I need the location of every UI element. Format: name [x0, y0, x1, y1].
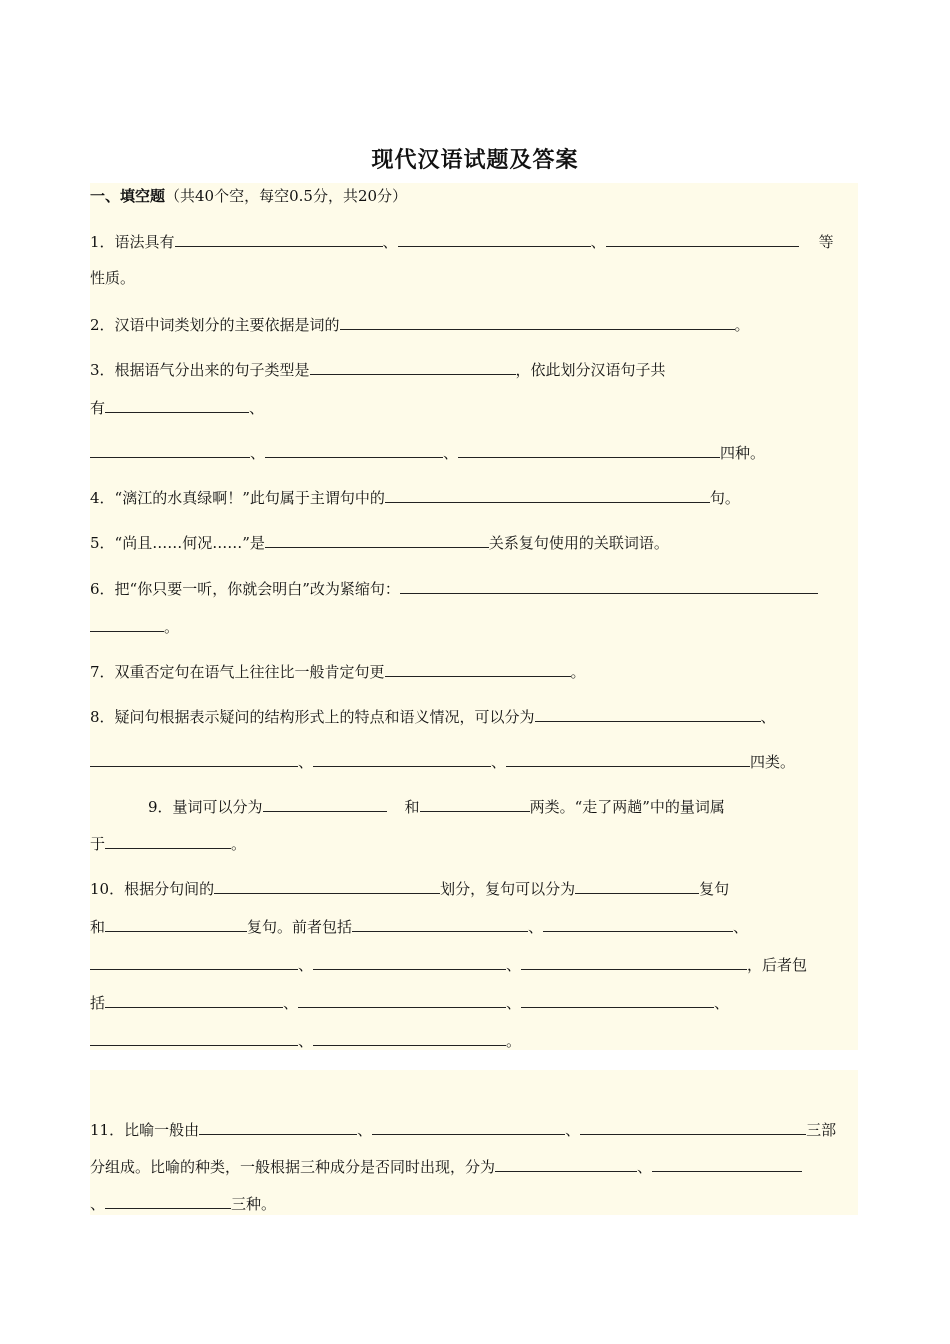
question-6-line-2: 。 — [90, 615, 179, 637]
answer-blank[interactable] — [265, 531, 489, 548]
answer-blank[interactable] — [400, 577, 818, 594]
answer-blank[interactable] — [105, 832, 231, 849]
answer-blank[interactable] — [575, 877, 699, 894]
answer-blank[interactable] — [90, 1029, 298, 1046]
answer-blank[interactable] — [521, 953, 747, 970]
answer-blank[interactable] — [310, 358, 516, 375]
document-title: 现代汉语试题及答案 — [371, 147, 579, 173]
answer-blank[interactable] — [535, 705, 761, 722]
answer-blank[interactable] — [652, 1155, 802, 1172]
answer-blank[interactable] — [90, 750, 298, 767]
answer-blank[interactable] — [420, 795, 530, 812]
answer-blank[interactable] — [506, 750, 750, 767]
answer-blank[interactable] — [313, 1029, 506, 1046]
answer-blank[interactable] — [313, 953, 506, 970]
answer-blank[interactable] — [398, 230, 591, 247]
question-3-line-2: 有 、 — [90, 396, 264, 418]
question-3-line-3: 、 、 四种。 — [90, 441, 765, 463]
answer-blank[interactable] — [265, 441, 443, 458]
answer-blank[interactable] — [340, 313, 735, 330]
section-heading — [90, 185, 407, 207]
question-7: 7．双重否定句在语气上往往比一般肯定句更 。 — [90, 660, 586, 682]
answer-blank[interactable] — [385, 660, 571, 677]
answer-blank[interactable] — [580, 1118, 806, 1135]
question-10-line-5: 、 。 — [90, 1029, 521, 1051]
question-9-line-1: 9．量词可以分为 和 两类。“走了两趟”中的量词属 — [90, 795, 725, 817]
question-9-line-2: 于 。 — [90, 832, 246, 854]
answer-blank[interactable] — [543, 915, 733, 932]
question-10-line-1: 10．根据分句间的 划分，复句可以分为 复句 — [90, 877, 729, 899]
question-5: 5．“尚且……何况……”是 关系复句使用的关联词语。 — [90, 531, 669, 553]
answer-blank[interactable] — [105, 915, 247, 932]
question-11-line-1: 11．比喻一般由 、 、 三部 — [90, 1118, 836, 1140]
answer-blank[interactable] — [385, 486, 710, 503]
question-10-line-4: 括 、 、 、 — [90, 991, 729, 1013]
answer-blank[interactable] — [458, 441, 720, 458]
answer-blank[interactable] — [263, 795, 387, 812]
answer-blank[interactable] — [352, 915, 528, 932]
question-10-line-3: 、 、 ，后者包 — [90, 953, 807, 975]
answer-blank[interactable] — [313, 750, 491, 767]
question-4: 4．“漓江的水真绿啊！”此句属于主谓句中的 句。 — [90, 486, 740, 508]
answer-blank[interactable] — [372, 1118, 565, 1135]
section-heading-text: 一、填空题 — [90, 187, 166, 205]
question-6-line-1: 6．把“你只要一听，你就会明白”改为紧缩句： — [90, 577, 818, 599]
question-2: 2．汉语中词类划分的主要依据是词的 。 — [90, 313, 750, 335]
question-10-line-2: 和 复句。前者包括 、 、 — [90, 915, 748, 937]
answer-blank[interactable] — [90, 953, 298, 970]
answer-blank[interactable] — [214, 877, 440, 894]
question-3-line-1: 3．根据语气分出来的句子类型是 ，依此划分汉语句子共 — [90, 358, 666, 380]
answer-blank[interactable] — [90, 441, 250, 458]
section-heading-note: （共40个空，每空0.5分，共20分） — [165, 187, 408, 205]
answer-blank[interactable] — [90, 615, 164, 632]
answer-blank[interactable] — [298, 991, 506, 1008]
answer-blank[interactable] — [105, 396, 249, 413]
answer-blank[interactable] — [495, 1155, 637, 1172]
answer-blank[interactable] — [199, 1118, 357, 1135]
answer-blank[interactable] — [105, 991, 283, 1008]
question-11-line-3: 、 三种。 — [90, 1192, 276, 1214]
answer-blank[interactable] — [175, 230, 383, 247]
question-1-line-1: 1．语法具有 、 、 等 — [90, 230, 834, 252]
question-11-line-2: 分组成。比喻的种类，一般根据三种成分是否同时出现，分为 、 — [90, 1155, 802, 1177]
answer-blank[interactable] — [606, 230, 799, 247]
question-1-line-2: 性质。 — [90, 269, 136, 287]
question-8-line-2: 、 、 四类。 — [90, 750, 795, 772]
answer-blank[interactable] — [105, 1192, 231, 1209]
answer-blank[interactable] — [521, 991, 714, 1008]
question-8-line-1: 8．疑问句根据表示疑问的结构形式上的特点和语义情况，可以分为 、 — [90, 705, 776, 727]
